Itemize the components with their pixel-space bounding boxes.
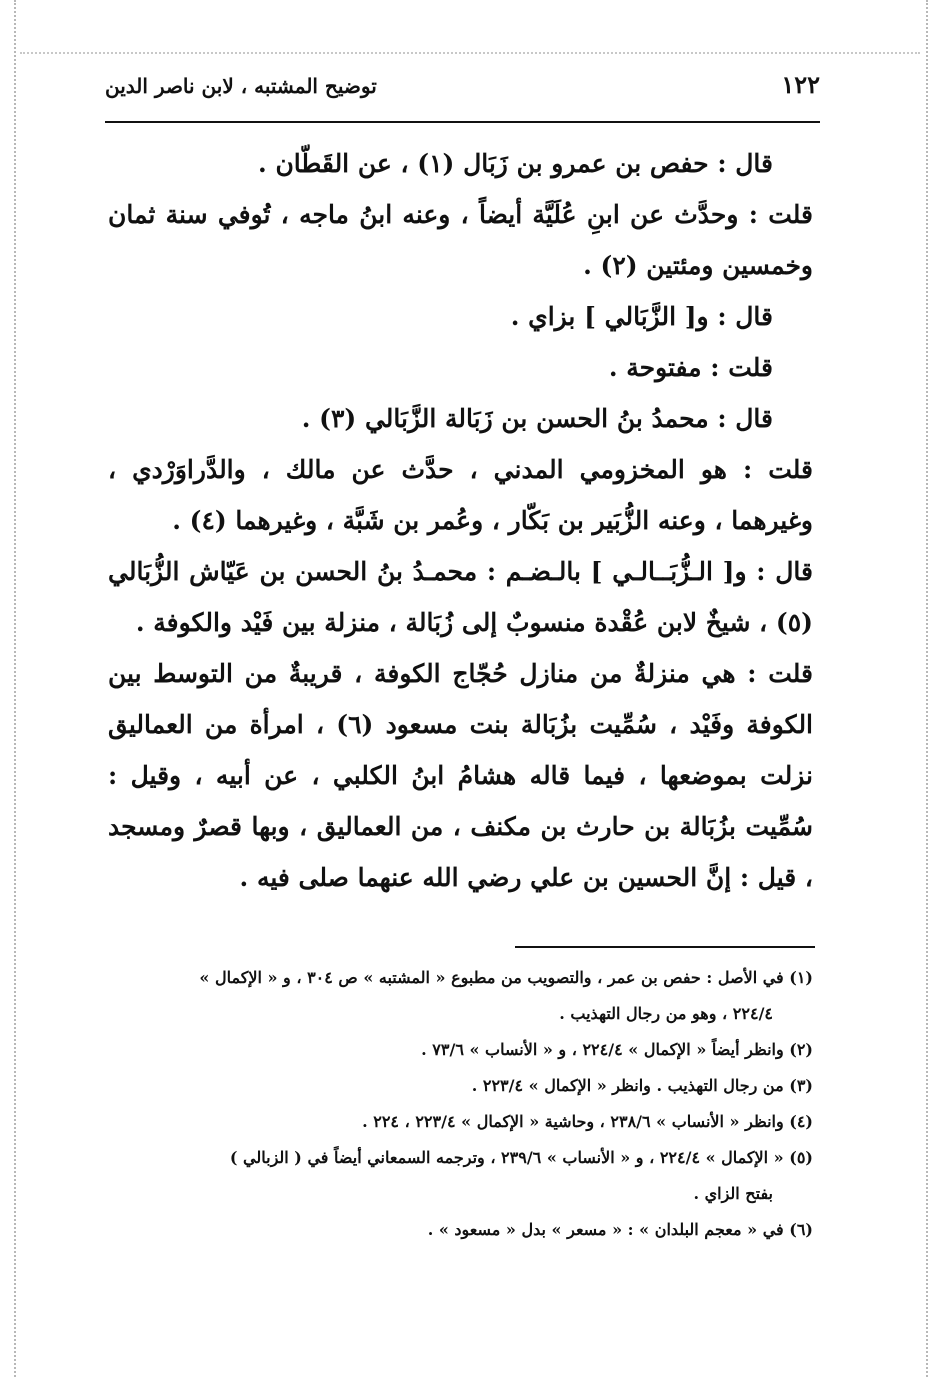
footnote-6-text: (٦) في « معجم البلدان » : « مسعر » بدل « مسعود » . <box>427 1220 813 1239</box>
paragraph-qala-hafs: قال : حفص بن عمرو بن زَبَال (١) ، عن القَطّان . <box>258 149 773 178</box>
main-text <box>108 138 813 903</box>
footnote-3 <box>108 1068 813 1104</box>
footnote-1 <box>108 960 813 1032</box>
footnotes <box>108 960 813 1248</box>
paragraph-qala-zubali: قال : و[ الـزُّبَــالـي ] بالـضـم : محمـدُ بنُ الحسن بن عَيّاش الزُّبَالي (٥) ، شيخٌ لابن عُقْدة منسوبٌ إلى زُبَالة ، منزلة بين فَيْد والكوفة . <box>108 557 813 637</box>
footnote-5-text: (٥) « الإكمال » ٢٢٤/٤ ، و « الأنساب » ٢٣٩/٦ ، وترجمه السمعاني أيضاً في ( الزبالي ) <box>229 1148 813 1167</box>
scan-border-top <box>20 52 920 54</box>
paragraph-qala-muhammad: قال : محمدُ بنُ الحسن بن زَبَالة الزَّبَالي (٣) . <box>301 404 773 433</box>
running-title: توضيح المشتبه ، لابن ناصر الدين <box>105 74 377 98</box>
paragraph-qultu-maftuha: قلت : مفتوحة . <box>608 353 773 382</box>
footnote-2 <box>108 1032 813 1068</box>
paragraph-qala-zabali: قال : و[ الزَّبَالي ] بزاي . <box>510 302 773 331</box>
footnote-2-text: (٢) وانظر أيضاً « الإكمال » ٢٢٤/٤ ، و « الأنساب » ٧٣/٦ . <box>421 1040 813 1059</box>
paragraph-qultu-manzila: قلت : هي منزلةٌ من منازل حُجّاج الكوفة ، قريبةٌ من التوسط بين الكوفة وفَيْد ، سُمِّيت بزُبَالة بنت مسعود (٦) ، امرأة من العماليق نزلت بموضعها ، فيما قاله هشامُ ابنُ الكلبي ، عن أبيه ، وقيل : سُمِّيت بزُبَالة بن حارث بن مكنف ، من العماليق ، وبها قصرٌ ومسجد ، قيل : إنَّ الحسين بن علي رضي الله عنهما صلى فيه . <box>108 659 814 892</box>
footnote-4-text: (٤) وانظر « الأنساب » ٢٣٨/٦ ، وحاشية « الإكمال » ٢٢٣/٤ ، ٢٢٤ . <box>362 1112 813 1131</box>
footnote-3-text: (٣) من رجال التهذيب . وانظر « الإكمال » ٢٢٣/٤ . <box>471 1076 813 1095</box>
footnote-5 <box>108 1140 813 1212</box>
footnote-1-text: (١) في الأصل : حفص بن عمر ، والتصويب من مطبوع « المشتبه » ص ٣٠٤ ، و « الإكمال » <box>199 968 813 987</box>
footnote-1-continuation: ٢٢٤/٤ ، وهو من رجال التهذيب . <box>559 1004 773 1023</box>
page-header <box>105 68 820 114</box>
footnote-5-continuation: بفتح الزاي . <box>693 1184 773 1203</box>
scan-border-left <box>14 0 16 1377</box>
paragraph-qultu-haddatha: قلت : وحدَّث عن ابنِ عُلَيَّة أيضاً ، وعنه ابنُ ماجه ، تُوفي سنة ثمان وخمسين ومئتين (٢) . <box>108 200 813 280</box>
footnote-4 <box>108 1104 813 1140</box>
scan-border-right <box>926 0 928 1377</box>
page-number: ١٢٢ <box>781 70 820 99</box>
footnote-rule <box>515 946 815 948</box>
header-rule <box>105 121 820 123</box>
paragraph-qultu-makhzumi: قلت : هو المخزومي المدني ، حدَّث عن مالك ، والدَّراوَرْدي ، وغيرهما ، وعنه الزُّبَير بن بَكّار ، وعُمر بن شَبَّة ، وغيرهما (٤) . <box>108 455 813 535</box>
footnote-6 <box>108 1212 813 1248</box>
